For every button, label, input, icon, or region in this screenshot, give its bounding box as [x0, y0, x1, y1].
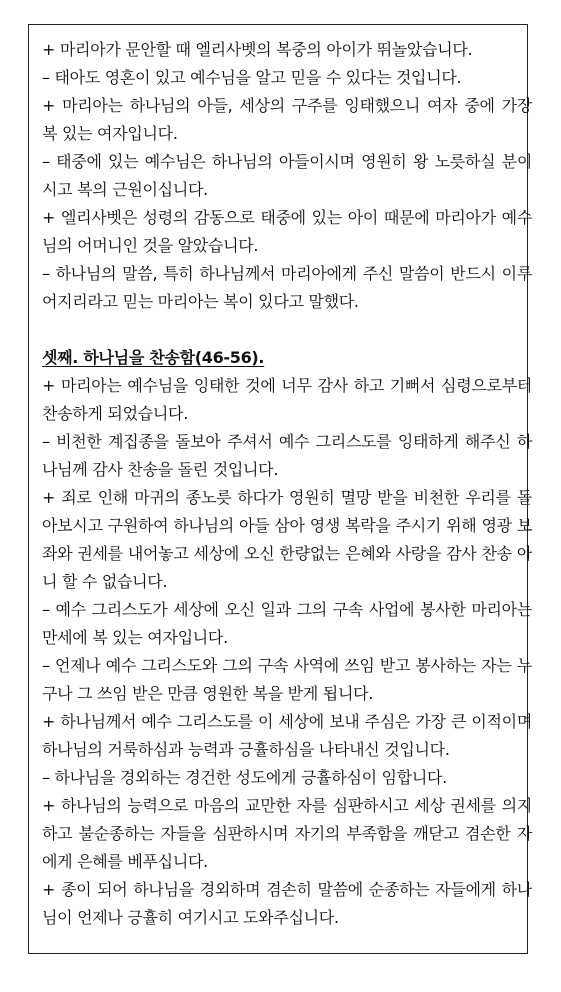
paragraph: – 하나님의 말씀, 특히 하나님께서 마리아에게 주신 말씀이 반드시 이루어지리라고 믿는 마리아는 복이 있다고 말했다.	[42, 264, 532, 311]
paragraph: – 하나님을 경외하는 경건한 성도에게 긍휼하심이 임합니다.	[42, 768, 447, 787]
paragraph: – 태아도 영혼이 있고 예수님을 알고 믿을 수 있다는 것입니다.	[42, 68, 462, 87]
paragraph: + 죄로 인해 마귀의 종노릇 하다가 영원히 멸망 받을 비천한 우리를 돌아보시고 구원하여 하나님의 아들 삼아 영생 복락을 주시기 위해 영광 보좌와 권세를 내어놓고 세상에 오신 한량없는 은혜와 사랑을 감사 찬송 아니 할 수 없습니다.	[42, 488, 532, 591]
paragraph: + 하나님의 능력으로 마음의 교만한 자를 심판하시고 세상 권세를 의지하고 불순종하는 자들을 심판하시며 자기의 부족함을 깨닫고 겸손한 자에게 은혜를 베푸십니다.	[42, 796, 532, 871]
paragraph: + 마리아는 예수님을 잉태한 것에 너무 감사 하고 기뻐서 심령으로부터 찬송하게 되었습니다.	[42, 376, 532, 423]
paragraph: + 엘리사벳은 성령의 감동으로 태중에 있는 아이 때문에 마리아가 예수님의 어머니인 것을 알았습니다.	[42, 208, 532, 255]
paragraph: + 마리아는 하나님의 아들, 세상의 구주를 잉태했으니 여자 중에 가장 복 있는 여자입니다.	[42, 96, 532, 143]
paragraph: + 하나님께서 예수 그리스도를 이 세상에 보내 주심은 가장 큰 이적이며 하나님의 거룩하심과 능력과 긍휼하심을 나타내신 것입니다.	[42, 712, 532, 759]
paragraph: – 예수 그리스도가 세상에 오신 일과 그의 구속 사업에 봉사한 마리아는 만세에 복 있는 여자입니다.	[42, 600, 532, 647]
document-body	[42, 36, 532, 932]
paragraph: – 언제나 예수 그리스도와 그의 구속 사역에 쓰임 받고 봉사하는 자는 누구나 그 쓰임 받은 만큼 영원한 복을 받게 됩니다.	[42, 656, 532, 703]
paragraph: – 비천한 계집종을 돌보아 주셔서 예수 그리스도를 잉태하게 해주신 하나님께 감사 찬송을 돌린 것입니다.	[42, 432, 532, 479]
paragraph: – 태중에 있는 예수님은 하나님의 아들이시며 영원히 왕 노릇하실 분이시고 복의 근원이십니다.	[42, 152, 532, 199]
paragraph: + 종이 되어 하나님을 경외하며 겸손히 말씀에 순종하는 자들에게 하나님이 언제나 긍휼히 여기시고 도와주십니다.	[42, 880, 532, 927]
section-heading: 셋째. 하나님을 찬송함(46-56).	[42, 348, 265, 367]
paragraph: + 마리아가 문안할 때 엘리사벳의 복중의 아이가 뛰놀았습니다.	[42, 40, 473, 59]
